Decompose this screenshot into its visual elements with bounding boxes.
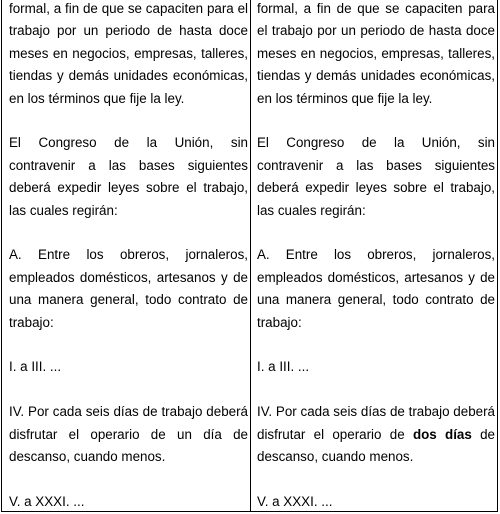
paragraph-congress-clause: El Congreso de la Unión, sin contravenir a las bases siguientes deberá expedir leyes sobre el trabajo, las cuales regirán: [257, 135, 495, 218]
paragraph-gap [9, 468, 248, 490]
paragraph-fractions-i-iii: I. a III. ... [9, 359, 62, 375]
paragraph-gap [257, 468, 495, 490]
paragraph-training-clause: formal, a fin de que se capaciten para el trabajo por un periodo de hasta doce meses en negocios, empresas, talleres, tiendas y demás unidades económicas, en los términos que fije la ley. [9, 1, 248, 106]
paragraph-fractions-v-xxxi: V. a XXXI. ... [257, 493, 333, 509]
paragraph-gap [9, 379, 248, 401]
paragraph-congress-clause: El Congreso de la Unión, sin contravenir a las bases siguientes deberá expedir leyes sobre el trabajo, las cuales regirán: [9, 135, 248, 218]
paragraph-gap [257, 379, 495, 401]
current-text-column [2, 0, 251, 511]
paragraph-gap [9, 334, 248, 356]
paragraph-section-a: A. Entre los obreros, jornaleros, empleados domésticos, artesanos y de una manera general, todo contrato de trabajo: [9, 247, 248, 330]
highlighted-change: dos días [412, 426, 472, 442]
paragraph-fraction-iv: IV. Por cada seis días de trabajo deberá disfrutar el operario de un día de descanso, cuando menos. [9, 404, 248, 465]
proposed-text-content [257, 0, 495, 513]
paragraph-gap [9, 222, 248, 244]
paragraph-gap [257, 222, 495, 244]
fraction-iv-text-before: IV. Por cada seis días de trabajo deberá disfrutar el operario de [257, 404, 495, 442]
paragraph-section-a: A. Entre los obreros, jornaleros, empleados domésticos, artesanos y de una manera general, todo contrato de trabajo: [257, 247, 495, 330]
paragraph-fraction-iv [257, 401, 495, 468]
paragraph-training-clause: formal, a fin de que se capaciten para el trabajo por un periodo de hasta doce meses en negocios, empresas, talleres, tiendas y demás unidades económicas, en los términos que fije la ley. [257, 1, 495, 106]
paragraph-fractions-i-iii: I. a III. ... [257, 359, 310, 375]
paragraph-gap [9, 110, 248, 132]
current-text-content [9, 0, 248, 513]
paragraph-fractions-v-xxxi: V. a XXXI. ... [9, 493, 85, 509]
paragraph-gap [257, 334, 495, 356]
comparison-table [1, 0, 498, 512]
proposed-text-column [251, 0, 497, 511]
paragraph-gap [257, 110, 495, 132]
fraction-iv-text-after: de descanso, cuando menos. [257, 426, 496, 465]
